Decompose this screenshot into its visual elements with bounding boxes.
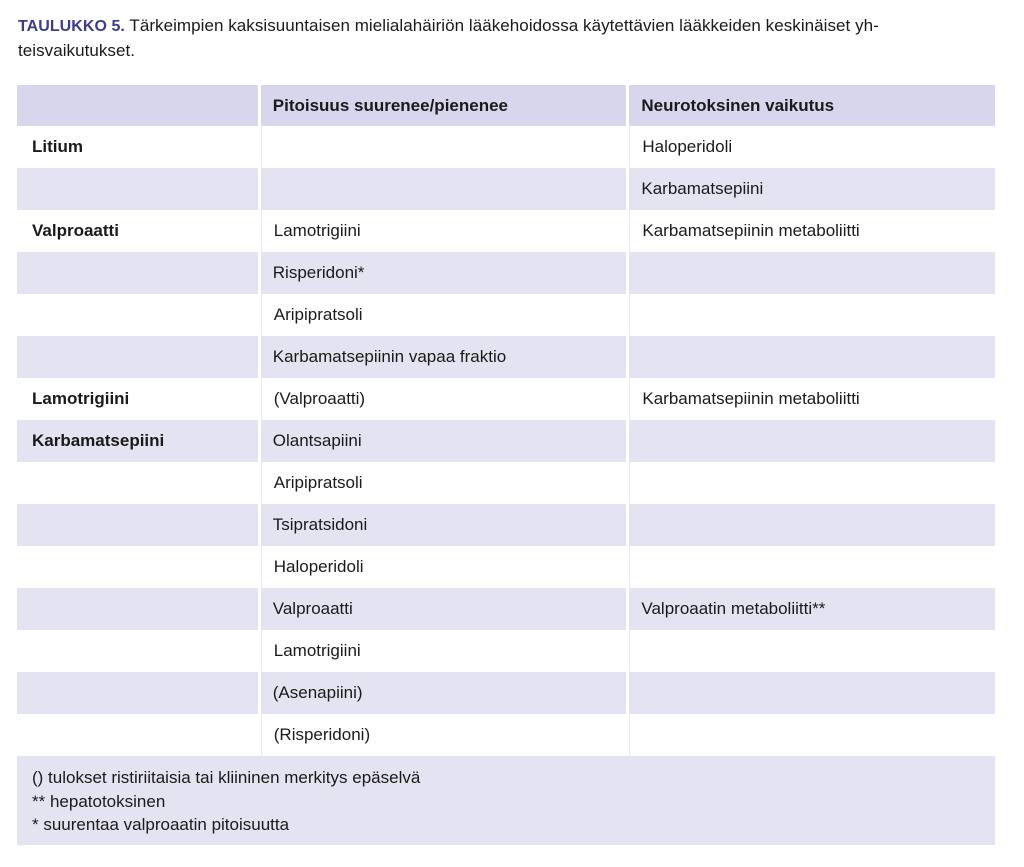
- header-cell-drug: [17, 85, 258, 126]
- table-row: [17, 168, 995, 210]
- drug-cell: Valproaatti: [17, 210, 258, 252]
- interaction-table: [17, 85, 995, 845]
- drug-cell: [17, 252, 258, 294]
- drug-cell: Karbamatsepiini: [17, 420, 258, 462]
- header-cell-neurotoxic: Neurotoksinen vaikutus: [629, 85, 995, 126]
- drug-cell: [17, 462, 258, 504]
- neurotoxic-cell: Karbamatsepiinin metaboliitti: [629, 378, 995, 420]
- table-header-row: [17, 85, 995, 126]
- header-cell-concentration: Pitoisuus suurenee/pienenee: [261, 85, 627, 126]
- concentration-cell: Olantsapiini: [261, 420, 627, 462]
- concentration-cell: Valproaatti: [261, 588, 627, 630]
- table-row: [17, 546, 995, 588]
- concentration-cell: Haloperidoli: [261, 546, 627, 588]
- neurotoxic-cell: [629, 336, 995, 378]
- table-row: [17, 672, 995, 714]
- neurotoxic-cell: [629, 504, 995, 546]
- neurotoxic-cell: [629, 294, 995, 336]
- concentration-cell: [261, 126, 627, 168]
- concentration-cell: Lamotrigiini: [261, 210, 627, 252]
- drug-cell: Lamotrigiini: [17, 378, 258, 420]
- neurotoxic-cell: [629, 420, 995, 462]
- table-row: [17, 126, 995, 168]
- neurotoxic-cell: Haloperidoli: [629, 126, 995, 168]
- table-body: [17, 126, 995, 756]
- concentration-cell: Lamotrigiini: [261, 630, 627, 672]
- neurotoxic-cell: [629, 630, 995, 672]
- drug-cell: [17, 504, 258, 546]
- table-row: [17, 294, 995, 336]
- table-row: [17, 210, 995, 252]
- table-row: [17, 420, 995, 462]
- table-row: [17, 252, 995, 294]
- table-row: [17, 336, 995, 378]
- table-row: [17, 588, 995, 630]
- footnote-asterisk: * suurentaa valproaatin pitoisuutta: [32, 815, 290, 834]
- concentration-cell: Aripipratsoli: [261, 294, 627, 336]
- concentration-cell: Aripipratsoli: [261, 462, 627, 504]
- concentration-cell: (Valproaatti): [261, 378, 627, 420]
- table-caption: [18, 14, 988, 63]
- drug-cell: [17, 546, 258, 588]
- table-row: [17, 462, 995, 504]
- neurotoxic-cell: [629, 672, 995, 714]
- drug-cell: [17, 630, 258, 672]
- drug-cell: [17, 588, 258, 630]
- table-row: [17, 630, 995, 672]
- concentration-cell: Risperidoni*: [261, 252, 627, 294]
- concentration-cell: [261, 168, 627, 210]
- table-row: [17, 378, 995, 420]
- neurotoxic-cell: [629, 462, 995, 504]
- table-row: [17, 714, 995, 756]
- footnote-parentheses: () tulokset ristiriitaisia tai kliininen merkitys epäselvä: [32, 768, 421, 787]
- drug-cell: [17, 672, 258, 714]
- table-caption-text: Tärkeimpien kaksisuuntaisen mielialahäiriön lääkehoidossa käytettävien lääkkeiden keskinäiset yh-teisvaikutukset.: [18, 16, 879, 60]
- neurotoxic-cell: Valproaatin metaboliitti**: [629, 588, 995, 630]
- concentration-cell: (Asenapiini): [261, 672, 627, 714]
- concentration-cell: Tsipratsidoni: [261, 504, 627, 546]
- neurotoxic-cell: Karbamatsepiini: [629, 168, 995, 210]
- drug-cell: [17, 714, 258, 756]
- drug-cell: Litium: [17, 126, 258, 168]
- neurotoxic-cell: [629, 714, 995, 756]
- footnote-double-asterisk: ** hepatotoksinen: [32, 791, 166, 811]
- table-label: TAULUKKO 5.: [18, 18, 125, 35]
- neurotoxic-cell: Karbamatsepiinin metaboliitti: [629, 210, 995, 252]
- neurotoxic-cell: [629, 252, 995, 294]
- table-footnotes: [17, 756, 995, 845]
- drug-cell: [17, 336, 258, 378]
- table-row: [17, 504, 995, 546]
- concentration-cell: Karbamatsepiinin vapaa fraktio: [261, 336, 627, 378]
- drug-cell: [17, 168, 258, 210]
- drug-cell: [17, 294, 258, 336]
- neurotoxic-cell: [629, 546, 995, 588]
- concentration-cell: (Risperidoni): [261, 714, 627, 756]
